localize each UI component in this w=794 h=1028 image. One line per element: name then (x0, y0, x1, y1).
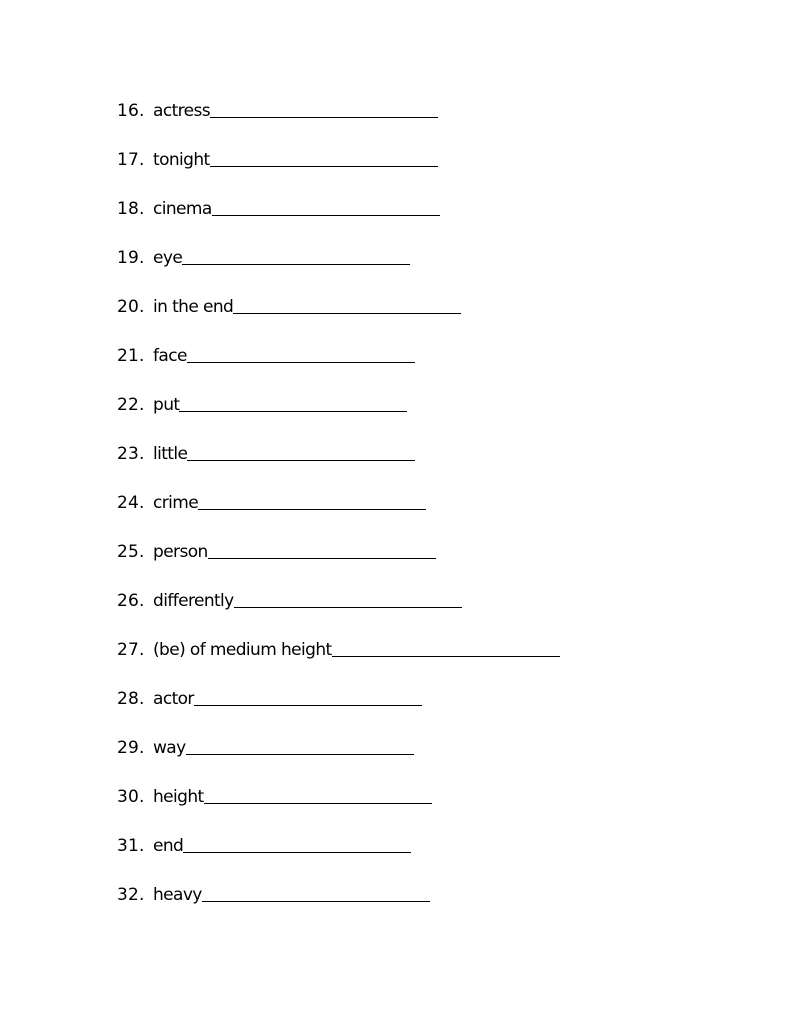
item-word: (be) of medium height (153, 640, 332, 660)
vocab-item (117, 489, 426, 513)
item-number: 25. (117, 542, 145, 562)
answer-blank[interactable] (233, 313, 461, 314)
item-number: 31. (117, 836, 145, 856)
item-number: 29. (117, 738, 145, 758)
vocab-item (117, 244, 410, 268)
item-word: differently (153, 591, 234, 611)
item-word: actress (153, 101, 211, 121)
vocab-item (117, 146, 438, 170)
item-word: actor (153, 689, 194, 709)
vocab-item (117, 391, 407, 415)
item-number: 24. (117, 493, 145, 513)
answer-blank[interactable] (332, 656, 560, 657)
vocab-item (117, 342, 415, 366)
answer-blank[interactable] (234, 607, 462, 608)
item-number: 22. (117, 395, 145, 415)
answer-blank[interactable] (210, 117, 438, 118)
item-word: height (153, 787, 204, 807)
answer-blank[interactable] (182, 264, 410, 265)
item-word: put (153, 395, 180, 415)
item-word: cinema (153, 199, 212, 219)
item-number: 23. (117, 444, 145, 464)
vocab-item (117, 587, 462, 611)
item-number: 26. (117, 591, 145, 611)
item-word: crime (153, 493, 199, 513)
item-word: way (153, 738, 186, 758)
item-word: eye (153, 248, 183, 268)
answer-blank[interactable] (202, 901, 430, 902)
answer-blank[interactable] (183, 852, 411, 853)
item-word: heavy (153, 885, 202, 905)
item-word: little (153, 444, 188, 464)
item-word: end (153, 836, 184, 856)
vocab-item (117, 195, 440, 219)
item-number: 16. (117, 101, 145, 121)
vocab-item (117, 636, 560, 660)
answer-blank[interactable] (194, 705, 422, 706)
vocab-item (117, 293, 461, 317)
vocab-item (117, 783, 432, 807)
answer-blank[interactable] (187, 460, 415, 461)
item-word: in the end (153, 297, 234, 317)
answer-blank[interactable] (208, 558, 436, 559)
vocab-item (117, 440, 415, 464)
item-number: 27. (117, 640, 145, 660)
answer-blank[interactable] (198, 509, 426, 510)
answer-blank[interactable] (187, 362, 415, 363)
vocab-item (117, 685, 422, 709)
item-number: 32. (117, 885, 145, 905)
item-number: 20. (117, 297, 145, 317)
answer-blank[interactable] (204, 803, 432, 804)
vocab-item (117, 881, 430, 905)
vocab-item (117, 832, 411, 856)
answer-blank[interactable] (179, 411, 407, 412)
vocab-item (117, 734, 414, 758)
vocab-item (117, 97, 438, 121)
answer-blank[interactable] (212, 215, 440, 216)
item-word: tonight (153, 150, 210, 170)
answer-blank[interactable] (210, 166, 438, 167)
item-number: 17. (117, 150, 145, 170)
item-word: person (153, 542, 208, 562)
item-number: 18. (117, 199, 145, 219)
item-number: 21. (117, 346, 145, 366)
item-word: face (153, 346, 187, 366)
item-number: 30. (117, 787, 145, 807)
vocab-item (117, 538, 436, 562)
answer-blank[interactable] (186, 754, 414, 755)
item-number: 28. (117, 689, 145, 709)
item-number: 19. (117, 248, 145, 268)
